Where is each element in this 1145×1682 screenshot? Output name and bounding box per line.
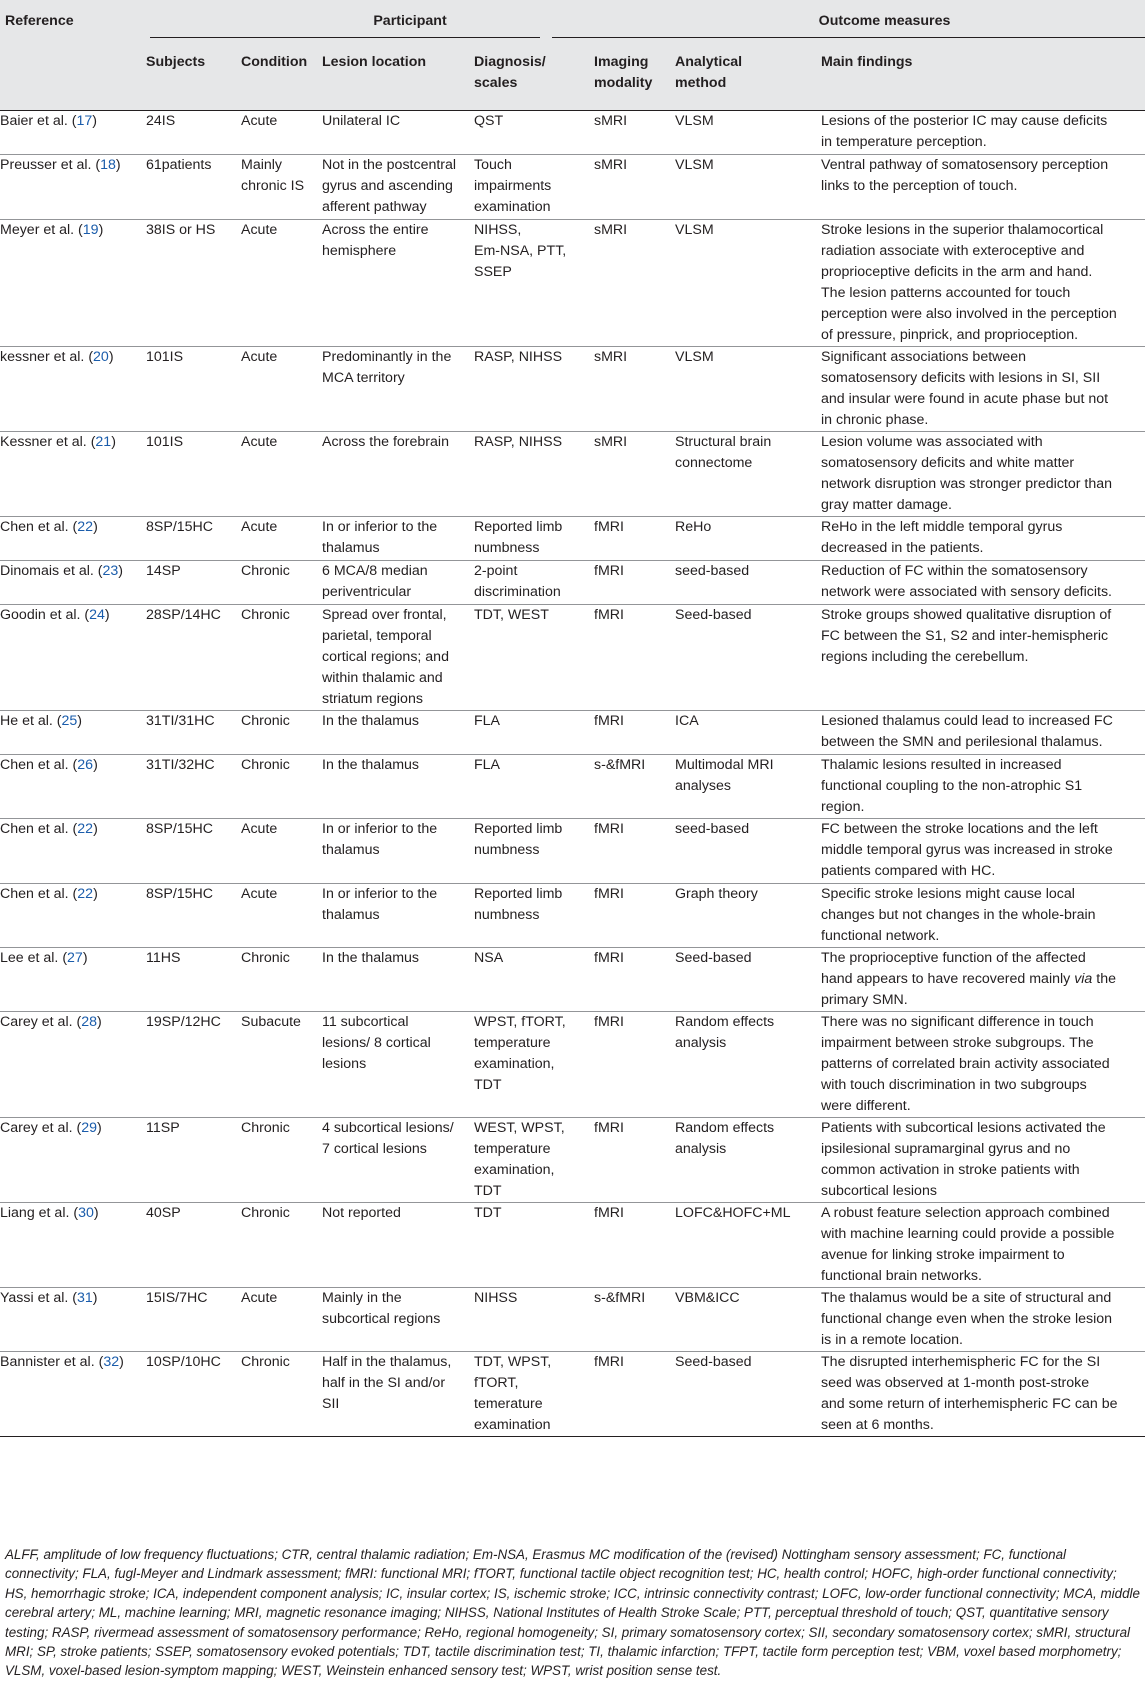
citation-link[interactable]: 23 [102, 563, 119, 579]
analytical-method-cell: Structural brain connectome [675, 434, 772, 471]
analytical-method-cell: VLSM [675, 157, 714, 173]
reference-cell [0, 155, 146, 220]
subjects-cell: 38IS or HS [146, 222, 216, 238]
analytical-method-cell: ReHo [675, 519, 712, 535]
reference-cell [0, 517, 146, 561]
diagnosis-cell: NIHSS, Em-NSA, PTT, SSEP [474, 222, 567, 280]
condition-cell: Chronic [241, 1120, 290, 1136]
reference-cell [0, 948, 146, 1012]
condition-cell: Acute [241, 1290, 278, 1306]
analytical-method-cell: seed-based [675, 563, 750, 579]
imaging-modality-cell: s-&fMRI [594, 757, 646, 773]
analytical-method-cell: Graph theory [675, 886, 758, 902]
citation-close-paren: ) [104, 607, 110, 623]
reference-cell [0, 884, 146, 948]
table-row [0, 1012, 1145, 1118]
header-outcome-measures: Outcome measures [594, 0, 1145, 46]
reference-cell [0, 1288, 146, 1352]
citation-link[interactable]: 25 [61, 713, 78, 729]
table-row [0, 605, 1145, 711]
citation-close-paren: ) [92, 113, 98, 129]
author-text: Bannister et al. ( [0, 1354, 104, 1370]
reference-cell [0, 819, 146, 884]
author-text: Dinomais et al. ( [0, 563, 103, 579]
lesion-location-cell: Not in the postcentral gyrus and ascending afferent pathway [322, 157, 457, 215]
citation-close-paren: ) [119, 1354, 124, 1370]
header-imaging-modality: Imaging modality [594, 46, 675, 111]
analytical-method-cell: VLSM [675, 349, 714, 365]
lesion-location-cell: Unilateral IC [322, 113, 401, 129]
diagnosis-cell: Touch impairments examination [474, 157, 552, 215]
table-row [0, 948, 1145, 1012]
participant-group-rule [150, 37, 540, 38]
diagnosis-cell: TDT, WPST, fTORT, temerature examination [474, 1354, 552, 1433]
citation-link[interactable]: 29 [81, 1120, 97, 1136]
author-text: kessner et al. ( [0, 349, 94, 365]
lesion-location-cell: In or inferior to the thalamus [322, 886, 438, 923]
citation-link[interactable]: 26 [77, 757, 94, 773]
author-text: Lee et al. ( [0, 950, 68, 966]
header-reference: Reference [0, 0, 146, 46]
table-row [0, 155, 1145, 220]
reference-cell [0, 220, 146, 347]
subjects-cell: 31TI/31HC [146, 713, 215, 729]
imaging-modality-cell: fMRI [594, 950, 624, 966]
header-main-findings: Main findings [821, 46, 1145, 111]
reference-cell [0, 1203, 146, 1288]
reference-cell [0, 347, 146, 432]
reference-cell [0, 755, 146, 819]
outcome-group-rule [552, 37, 1145, 38]
table-body [0, 111, 1145, 1437]
author-text: Goodin et al. ( [0, 607, 90, 623]
table-row [0, 432, 1145, 517]
citation-link[interactable]: 32 [103, 1354, 120, 1370]
main-findings-cell: Patients with subcortical lesions activated the ipsilesional supramarginal gyrus and no common activation in stroke patients with subcortical lesions [821, 1120, 1106, 1199]
diagnosis-cell: WEST, WPST, temperature examination, TDT [474, 1120, 565, 1199]
analytical-method-cell: Random effects analysis [675, 1120, 775, 1157]
subjects-cell: 61patients [146, 157, 212, 173]
table-footnote: ALFF, amplitude of low frequency fluctuations; CTR, central thalamic radiation; Em-NSA, Erasmus MC modification of the (revised) Nottingham sensory assessment; FC, functional connectivity; FLA, fugl-Meyer and Lindmark assessment; fMRI: functional MRI; fTORT, functional tactile object recognition test; HC, health control; HOFC, high-order functional connectivity; HS, hemorrhagic stroke; ICA, independent component analysis; IC, insular cortex; IS, ischemic stroke; ICC, intrinsic connectivity contrast; LOFC, low-order functional connectivity; MCA, middle cerebral artery; ML, machine learning; MRI, magnetic resonance imaging; NIHSS, National Institutes of Health Stroke Scale; PTT, perceptual threshold of touch; QST, quantitative sensory testing; RASP, rivermead assessment of somatosensory performance; ReHo, regional homogeneity; SI, primary somatosensory cortex; SII, secondary somatosensory cortex; sMRI, structural MRI; SP, stroke patients; SSEP, somatosensory evoked potentials; TDT, tactile discrimination test; TI, thalamic infarction; TFPT, tactile form perception test; VBM, voxel based morphometry; VLSM, voxel-based lesion-symptom mapping; WEST, Weinstein enhanced sensory test; WPST, wrist position sense test. [5, 1547, 1140, 1679]
table-row [0, 884, 1145, 948]
condition-cell: Chronic [241, 1205, 290, 1221]
diagnosis-cell: RASP, NIHSS [474, 349, 563, 365]
citation-link[interactable]: 28 [81, 1014, 97, 1030]
citation-link[interactable]: 24 [89, 607, 105, 623]
imaging-modality-cell: sMRI [594, 113, 628, 129]
condition-cell: Chronic [241, 563, 290, 579]
header-analytical-method: Analytical method [675, 46, 821, 111]
reference-cell [0, 111, 146, 155]
main-findings-cell: Thalamic lesions resulted in increased functional coupling to the non-atrophic S1 region. [821, 757, 1083, 815]
citation-close-paren: ) [93, 886, 98, 902]
citation-close-paren: ) [97, 1014, 102, 1030]
diagnosis-cell: QST [474, 113, 504, 129]
condition-cell: Acute [241, 821, 278, 837]
citation-close-paren: ) [115, 157, 121, 173]
imaging-modality-cell: sMRI [594, 157, 628, 173]
condition-cell: Acute [241, 113, 278, 129]
table-row [0, 561, 1145, 605]
subjects-cell: 11SP [146, 1120, 180, 1136]
main-findings-cell: Lesion volume was associated with somatosensory deficits and white matter network disruption was stronger predictor than gray matter damage. [821, 434, 1113, 513]
imaging-modality-cell: s-&fMRI [594, 1290, 646, 1306]
citation-link[interactable]: 20 [93, 349, 109, 365]
citation-close-paren: ) [118, 563, 124, 579]
subjects-cell: 8SP/15HC [146, 519, 214, 535]
condition-cell: Acute [241, 349, 278, 365]
lesion-location-cell: Mainly in the subcortical regions [322, 1290, 441, 1327]
table-row [0, 1203, 1145, 1288]
analytical-method-cell: VBM&ICC [675, 1290, 740, 1306]
main-findings-cell: Stroke lesions in the superior thalamocortical radiation associate with exteroceptive and proprioceptive deficits in the arm and hand. The lesion patterns accounted for touch perception were also involved in the perception of pressure, pinprick, and proprioception. [821, 222, 1117, 343]
condition-cell: Acute [241, 434, 278, 450]
header-blank [0, 46, 146, 111]
analytical-method-cell: LOFC&HOFC+ML [675, 1205, 791, 1221]
main-findings-cell: The proprioceptive function of the affected hand appears to have recovered mainly via the primary SMN. [821, 950, 1116, 1008]
main-findings-cell: A robust feature selection approach combined with machine learning could provide a possible avenue for linking stroke impairment to functional brain networks. [821, 1205, 1115, 1284]
imaging-modality-cell: fMRI [594, 1205, 624, 1221]
lesion-location-cell: In or inferior to the thalamus [322, 519, 438, 556]
citation-close-paren: ) [93, 821, 98, 837]
main-findings-cell: There was no significant difference in touch impairment between stroke subgroups. The patterns of correlated brain activity associated with touch discrimination in two subgroups were different. [821, 1014, 1110, 1114]
reference-cell [0, 561, 146, 605]
condition-cell: Chronic [241, 1354, 290, 1370]
diagnosis-cell: RASP, NIHSS [474, 434, 563, 450]
analytical-method-cell: VLSM [675, 113, 714, 129]
table-row [0, 1288, 1145, 1352]
imaging-modality-cell: fMRI [594, 886, 624, 902]
lesion-location-cell: Across the forebrain [322, 434, 449, 450]
analytical-method-cell: VLSM [675, 222, 714, 238]
table-row [0, 347, 1145, 432]
reference-cell [0, 1012, 146, 1118]
subjects-cell: 40SP [146, 1205, 181, 1221]
citation-link[interactable]: 30 [78, 1205, 94, 1221]
subjects-cell: 8SP/15HC [146, 821, 214, 837]
condition-cell: Chronic [241, 713, 290, 729]
diagnosis-cell: Reported limb numbness [474, 886, 563, 923]
table-row [0, 1118, 1145, 1203]
subjects-cell: 28SP/14HC [146, 607, 221, 623]
condition-cell: Mainly chronic IS [241, 157, 305, 194]
author-text: Liang et al. ( [0, 1205, 79, 1221]
table-row [0, 711, 1145, 755]
subjects-cell: 19SP/12HC [146, 1014, 221, 1030]
lesion-location-cell: Spread over frontal, parietal, temporal cortical regions; and within thalamic and striatum regions [322, 607, 449, 707]
author-text: Preusser et al. ( [0, 157, 101, 173]
citation-link[interactable]: 21 [95, 434, 112, 450]
table-row [0, 111, 1145, 155]
imaging-modality-cell: sMRI [594, 349, 628, 365]
analytical-method-cell: Random effects analysis [675, 1014, 775, 1051]
subjects-cell: 101IS [146, 349, 184, 365]
imaging-modality-cell: fMRI [594, 1014, 624, 1030]
condition-cell: Acute [241, 886, 278, 902]
lesion-location-cell: 6 MCA/8 median periventricular [322, 563, 428, 600]
imaging-modality-cell: fMRI [594, 713, 624, 729]
subjects-cell: 24IS [146, 113, 176, 129]
diagnosis-cell: TDT [474, 1205, 502, 1221]
condition-cell: Chronic [241, 950, 290, 966]
imaging-modality-cell: fMRI [594, 519, 624, 535]
lesion-location-cell: 4 subcortical lesions/ 7 cortical lesions [322, 1120, 454, 1157]
condition-cell: Acute [241, 222, 278, 238]
lesion-location-cell: Predominantly in the MCA territory [322, 349, 452, 386]
citation-link[interactable]: 22 [77, 821, 94, 837]
header-condition: Condition [241, 46, 322, 111]
main-findings-cell: Lesions of the posterior IC may cause deficits in temperature perception. [821, 113, 1108, 150]
citation-link[interactable]: 19 [82, 222, 99, 238]
main-findings-cell: Ventral pathway of somatosensory perception links to the perception of touch. [821, 157, 1109, 194]
condition-cell: Acute [241, 519, 278, 535]
lesion-location-cell: Not reported [322, 1205, 401, 1221]
citation-link[interactable]: 27 [67, 950, 83, 966]
citation-link[interactable]: 18 [100, 157, 116, 173]
analytical-method-cell: ICA [675, 713, 699, 729]
main-findings-cell: Reduction of FC within the somatosensory network were associated with sensory deficits. [821, 563, 1112, 600]
table-row [0, 1352, 1145, 1437]
citation-link[interactable]: 22 [77, 519, 94, 535]
subjects-cell: 14SP [146, 563, 181, 579]
imaging-modality-cell: fMRI [594, 1120, 624, 1136]
reference-cell [0, 1118, 146, 1203]
lesion-location-cell: In the thalamus [322, 950, 420, 966]
reference-cell [0, 711, 146, 755]
main-findings-cell: Stroke groups showed qualitative disruption of FC between the S1, S2 and inter-hemispheric regions including the cerebellum. [821, 607, 1112, 665]
main-findings-cell: The thalamus would be a site of structural and functional change even when the stroke lesion is in a remote location. [821, 1290, 1113, 1348]
reference-cell [0, 432, 146, 517]
table-row [0, 755, 1145, 819]
citation-close-paren: ) [108, 349, 114, 365]
author-text: Chen et al. ( [0, 886, 78, 902]
main-findings-cell: The disrupted interhemispheric FC for the SI seed was observed at 1-month post-stroke and some return of interhemispheric FC can be seen at 6 months. [821, 1354, 1118, 1433]
citation-close-paren: ) [111, 434, 116, 450]
author-text: Chen et al. ( [0, 821, 78, 837]
author-text: Kessner et al. ( [0, 434, 96, 450]
diagnosis-cell: NIHSS [474, 1290, 518, 1306]
subjects-cell: 10SP/10HC [146, 1354, 221, 1370]
imaging-modality-cell: fMRI [594, 563, 624, 579]
author-text: Meyer et al. ( [0, 222, 83, 238]
imaging-modality-cell: fMRI [594, 821, 624, 837]
subjects-cell: 31TI/32HC [146, 757, 215, 773]
analytical-method-cell: seed-based [675, 821, 750, 837]
analytical-method-cell: Seed-based [675, 1354, 752, 1370]
diagnosis-cell: 2-point discrimination [474, 563, 561, 600]
imaging-modality-cell: fMRI [594, 1354, 624, 1370]
citation-link[interactable]: 17 [76, 113, 93, 129]
imaging-modality-cell: sMRI [594, 222, 628, 238]
author-text: Carey et al. ( [0, 1120, 82, 1136]
main-findings-cell: Lesioned thalamus could lead to increased FC between the SMN and perilesional thalamus. [821, 713, 1113, 750]
author-text: Chen et al. ( [0, 757, 78, 773]
lesion-location-cell: In the thalamus [322, 713, 420, 729]
lesion-location-cell: Half in the thalamus, half in the SI and/or SII [322, 1354, 452, 1412]
citation-close-paren: ) [77, 713, 83, 729]
citation-close-paren: ) [98, 222, 104, 238]
main-findings-cell: ReHo in the left middle temporal gyrus decreased in the patients. [821, 519, 1063, 556]
analytical-method-cell: Multimodal MRI analyses [675, 757, 774, 794]
main-findings-cell: FC between the stroke locations and the left middle temporal gyrus was increased in stroke patients compared with HC. [821, 821, 1113, 879]
analytical-method-cell: Seed-based [675, 607, 752, 623]
author-text: Yassi et al. ( [0, 1290, 78, 1306]
author-text: Chen et al. ( [0, 519, 78, 535]
citation-close-paren: ) [93, 1205, 99, 1221]
subjects-cell: 101IS [146, 434, 184, 450]
emphasis-text: via [1074, 971, 1093, 987]
analytical-method-cell: Seed-based [675, 950, 752, 966]
author-text: Carey et al. ( [0, 1014, 82, 1030]
diagnosis-cell: FLA [474, 757, 501, 773]
diagnosis-cell: Reported limb numbness [474, 821, 563, 858]
citation-close-paren: ) [82, 950, 88, 966]
author-text: He et al. ( [0, 713, 62, 729]
citation-link[interactable]: 31 [77, 1290, 93, 1306]
citation-close-paren: ) [97, 1120, 102, 1136]
imaging-modality-cell: fMRI [594, 607, 624, 623]
header-diagnosis-scales: Diagnosis/ scales [474, 46, 594, 111]
author-text: Baier et al. ( [0, 113, 77, 129]
condition-cell: Chronic [241, 607, 290, 623]
condition-cell: Subacute [241, 1014, 301, 1030]
table-header [0, 0, 1145, 111]
diagnosis-cell: Reported limb numbness [474, 519, 563, 556]
table-row [0, 819, 1145, 884]
lesion-location-cell: In or inferior to the thalamus [322, 821, 438, 858]
header-subjects: Subjects [146, 46, 241, 111]
diagnosis-cell: TDT, WEST [474, 607, 549, 623]
subjects-cell: 11HS [146, 950, 181, 966]
diagnosis-cell: NSA [474, 950, 504, 966]
lesion-location-cell: 11 subcortical lesions/ 8 cortical lesions [322, 1014, 431, 1072]
citation-link[interactable]: 22 [77, 886, 94, 902]
condition-cell: Chronic [241, 757, 290, 773]
citation-close-paren: ) [92, 1290, 98, 1306]
subjects-cell: 8SP/15HC [146, 886, 214, 902]
lesion-location-cell: In the thalamus [322, 757, 420, 773]
header-lesion-location: Lesion location [322, 46, 474, 111]
main-findings-cell: Specific stroke lesions might cause local changes but not changes in the whole-brain functional network. [821, 886, 1096, 944]
citation-close-paren: ) [93, 519, 98, 535]
imaging-modality-cell: sMRI [594, 434, 628, 450]
lesion-location-cell: Across the entire hemisphere [322, 222, 429, 259]
citation-close-paren: ) [93, 757, 98, 773]
main-findings-cell: Significant associations between somatosensory deficits with lesions in SI, SII and insular were found in acute phase but not in chronic phase. [821, 349, 1109, 428]
reference-cell [0, 1352, 146, 1437]
subjects-cell: 15IS/7HC [146, 1290, 208, 1306]
table-row [0, 220, 1145, 347]
reference-cell [0, 605, 146, 711]
diagnosis-cell: WPST, fTORT, temperature examination, TDT [474, 1014, 566, 1093]
header-participant: Participant [146, 0, 594, 46]
table-row [0, 517, 1145, 561]
diagnosis-cell: FLA [474, 713, 501, 729]
